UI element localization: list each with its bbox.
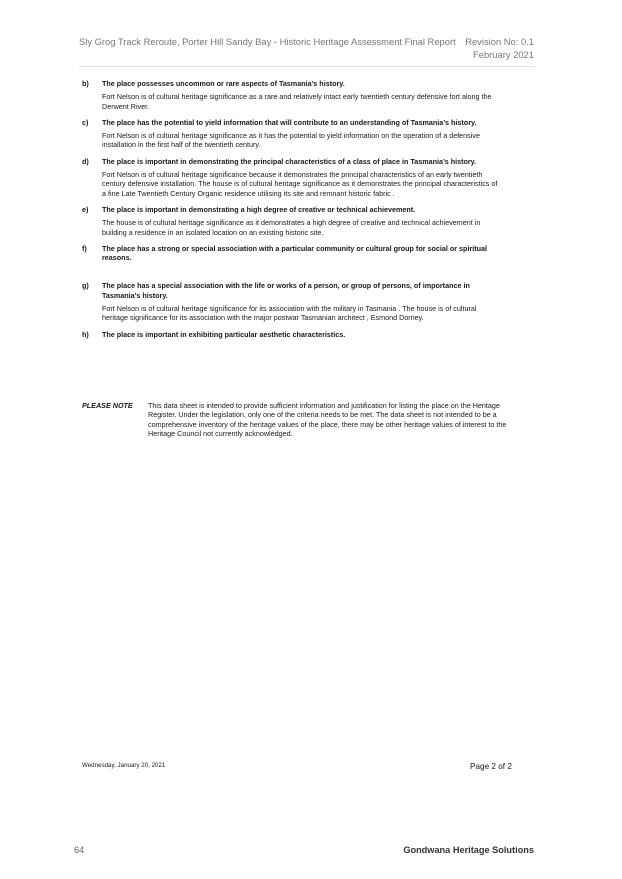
note-label: PLEASE NOTE	[82, 401, 133, 410]
criterion-heading: The place is important in demonstrating the principal characteristics of a class of place in Tasmania’s history.	[102, 156, 477, 166]
criterion-b	[82, 79, 502, 111]
criterion-f	[82, 244, 502, 263]
report-page-number: 64	[74, 845, 85, 855]
revision-block	[465, 36, 534, 61]
header-divider	[79, 66, 535, 67]
criterion-letter: b)	[82, 79, 89, 88]
please-note	[82, 401, 507, 438]
criterion-d	[82, 157, 502, 198]
criterion-h	[82, 330, 502, 339]
revision-date: February 2021	[473, 48, 534, 60]
report-title: Sly Grog Track Reroute, Porter Hill Sandy Bay - Historic Heritage Assessment Final Report	[79, 36, 456, 47]
criterion-letter: g)	[82, 281, 89, 291]
criterion-body: Fort Nelson is of cultural heritage significance for its association with the military in Tasmania . The house is of cultural heritage significance for its association with the major postwar Tasmanian architect , Esmond Dorney.	[102, 304, 477, 323]
criterion-heading: The place is important in demonstrating a high degree of creative or technical achievement.	[102, 204, 416, 214]
criteria-list	[82, 79, 502, 339]
criterion-heading: The place possesses uncommon or rare aspects of Tasmania’s history.	[102, 79, 345, 88]
data-sheet-page-count: Page 2 of 2	[470, 762, 512, 771]
data-sheet-date: Wednesday, January 20, 2021	[82, 762, 166, 769]
criterion-letter: f)	[82, 243, 87, 253]
criterion-body: Fort Nelson is of cultural heritage significance because it demonstrates the principal characteristics of an early twentieth century defensive installation. The house is of cultural heritage significance as it demonstrates the principal characteristics of a fine Late Twentieth Century Organic residence utilising its site and remnant historic fabric .	[102, 170, 498, 198]
criterion-g	[82, 281, 502, 322]
criterion-letter: d)	[82, 156, 89, 166]
revision-number: Revision No: 0.1	[465, 36, 534, 47]
criterion-heading: The place has a strong or special association with a particular community or cultural group for social or spiritual reasons.	[102, 243, 488, 263]
criterion-heading: The place is important in exhibiting particular aesthetic characteristics.	[102, 329, 346, 339]
criterion-c	[82, 118, 502, 150]
criterion-heading: The place has the potential to yield information that will contribute to an understanding of Tasmania’s history.	[102, 117, 477, 127]
criterion-body: Fort Nelson is of cultural heritage significance as a rare and relatively intact early twentieth century defensive fort along the Derwent River.	[102, 92, 492, 111]
criterion-body: Fort Nelson is of cultural heritage significance as it has the potential to yield information on the operation of a defensive installation in the first half of the twentieth century.	[102, 131, 480, 150]
organisation-name: Gondwana Heritage Solutions	[403, 845, 534, 855]
note-text: This data sheet is intended to provide sufficient information and justification for listing the place on the Heritage Register. Under the legislation, only one of the criteria needs to be met. The data sheet is not intended to be a comprehensive inventory of the heritage values of the place, there may be other heritage values of interest to the Heritage Council not currently acknowledged.	[148, 401, 507, 438]
criterion-body: The house is of cultural heritage significance as it demonstrates a high degree of creative and technical achievement in building a residence in an isolated location on an existing historic site.	[102, 218, 481, 237]
criterion-letter: e)	[82, 204, 89, 214]
criterion-heading: The place has a special association with the life or works of a person, or group of persons, of importance in Tasmania’s history.	[102, 281, 470, 300]
criterion-letter: c)	[82, 117, 89, 127]
criterion-letter: h)	[82, 329, 89, 339]
criterion-e	[82, 205, 502, 237]
